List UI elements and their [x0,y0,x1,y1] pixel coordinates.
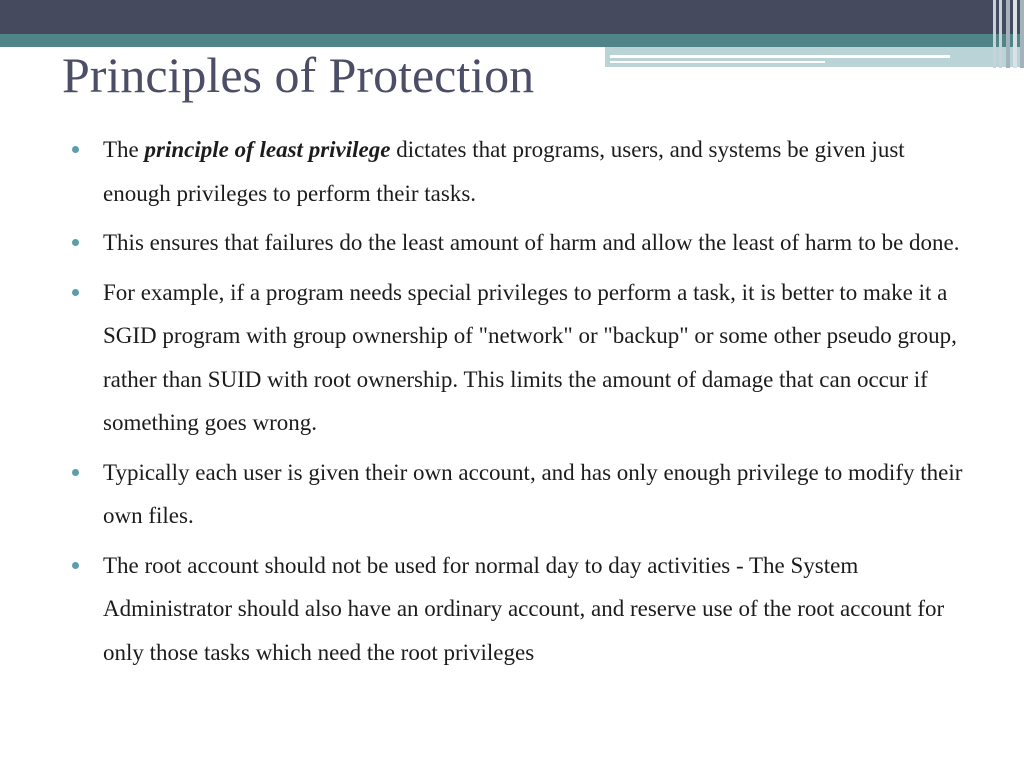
bullet-dot-icon [72,146,79,153]
header-accent-line [610,55,950,58]
bullet-dot-icon [72,469,79,476]
bullet-item [72,271,972,445]
bullet-dot-icon [72,562,79,569]
bullet-text: This ensures that failures do the least amount of harm and allow the least of harm to be done. [103,230,960,255]
bullet-text: Typically each user is given their own account, and has only enough privilege to modify their own files. [103,459,963,528]
header-vertical-stripe [999,0,1002,68]
header-accent-line-short [610,61,825,63]
header-vertical-stripe [993,0,996,68]
bullet-item [72,451,972,538]
header-vertical-stripe [1020,0,1024,68]
bullet-text-lead: The [103,137,145,162]
bullet-emphasis: principle of least privilege [144,137,391,162]
bullet-text: For example, if a program needs special privileges to perform a task, it is better to make it a SGID program with group ownership of "network" or "backup" or some other pseudo group, rather than SUID with root ownership. This limits the amount of damage that can occur if something goes wrong. [103,279,957,435]
bullet-dot-icon [72,289,79,296]
bullet-dot-icon [72,239,79,246]
bullet-list [72,128,972,680]
bullet-text: The root account should not be used for normal day to day activities - The System Administrator should also have an ordinary account, and reserve use of the root account for only those tasks which need the root privileges [103,552,945,665]
bullet-item [72,128,972,215]
bullet-item [72,544,972,675]
header-vertical-stripe [1013,0,1017,68]
bullet-text: dictates that programs, users, and systems be given just enough privileges to perform their tasks. [103,137,905,206]
header-vertical-stripe [1006,0,1010,68]
header-dark-band [0,0,1024,34]
bullet-item [72,221,972,265]
slide-title: Principles of Protection [62,47,535,103]
